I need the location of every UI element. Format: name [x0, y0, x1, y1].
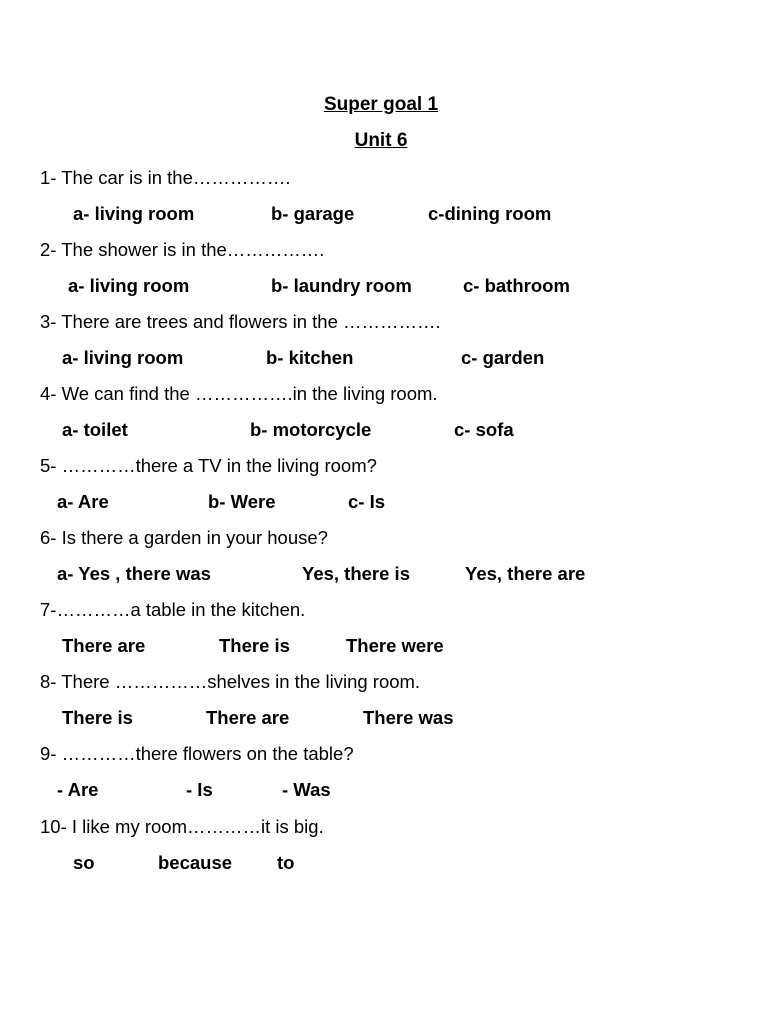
question-7-option-b: There is: [219, 635, 290, 656]
question-7-text: 7-…………a table in the kitchen.: [40, 599, 306, 620]
question-6-option-c: Yes, there are: [465, 563, 586, 584]
question-1-option-a: a- living room: [73, 203, 195, 224]
question-10-option-b: because: [158, 852, 233, 873]
question-2-option-c: c- bathroom: [463, 275, 570, 296]
question-10-text: 10- I like my room…………it is big.: [40, 816, 324, 837]
question-7-option-c: There were: [346, 635, 444, 656]
page-title: Super goal 1: [323, 94, 439, 115]
question-5-option-a: a- Are: [57, 491, 109, 512]
question-6-option-b: Yes, there is: [302, 563, 410, 584]
question-4-option-c: c- sofa: [454, 419, 514, 440]
question-9-option-b: - Is: [186, 779, 213, 800]
question-7-option-a: There are: [62, 635, 146, 656]
question-9-option-c: - Was: [282, 779, 331, 800]
question-5-option-c: c- Is: [348, 491, 386, 512]
question-1-text: 1- The car is in the…………….: [40, 167, 291, 188]
question-9-text: 9- …………there flowers on the table?: [40, 743, 354, 764]
question-3-text: 3- There are trees and flowers in the …………….: [40, 311, 441, 332]
question-9-option-a: - Are: [57, 779, 99, 800]
question-1-option-b: b- garage: [271, 203, 355, 224]
question-3-option-c: c- garden: [461, 347, 545, 368]
question-8-option-b: There are: [206, 707, 290, 728]
unit-title: Unit 6: [354, 130, 408, 151]
question-2-text: 2- The shower is in the…………….: [40, 239, 325, 260]
question-5-option-b: b- Were: [208, 491, 276, 512]
question-5-text: 5- …………there a TV in the living room?: [40, 455, 377, 476]
question-3-option-b: b- kitchen: [266, 347, 354, 368]
question-10-option-a: so: [73, 852, 95, 873]
question-4-text: 4- We can find the …………….in the living room.: [40, 383, 438, 404]
question-4-option-a: a- toilet: [62, 419, 128, 440]
question-2-option-b: b- laundry room: [271, 275, 412, 296]
question-6-option-a: a- Yes , there was: [57, 563, 211, 584]
question-8-text: 8- There ……………shelves in the living room.: [40, 671, 421, 692]
question-2-option-a: a- living room: [68, 275, 190, 296]
question-3-option-a: a- living room: [62, 347, 184, 368]
question-1-option-c: c-dining room: [428, 203, 552, 224]
question-8-option-c: There was: [363, 707, 454, 728]
question-4-option-b: b- motorcycle: [250, 419, 372, 440]
question-8-option-a: There is: [62, 707, 133, 728]
question-6-text: 6- Is there a garden in your house?: [40, 527, 328, 548]
question-10-option-c: to: [277, 852, 295, 873]
